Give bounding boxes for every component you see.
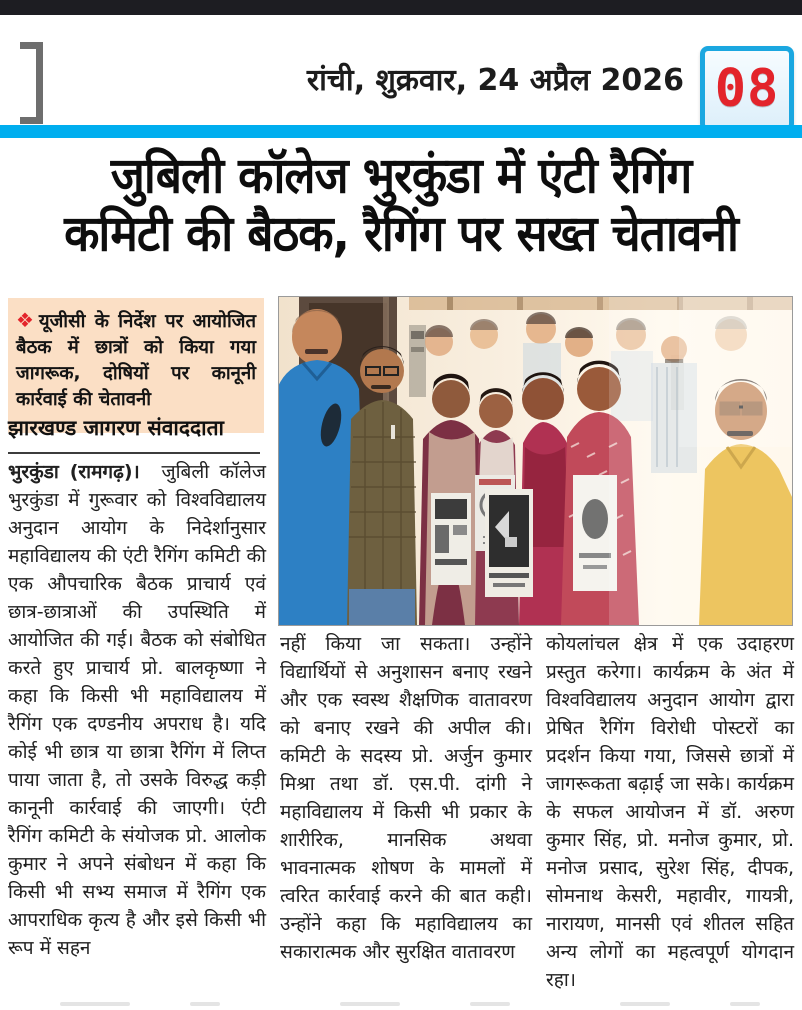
cyan-divider-bar [0, 125, 802, 138]
top-black-bar [0, 0, 802, 15]
headline-line-2: कमिटी की बैठक, रैगिंग पर सख्त चेतावनी [64, 203, 738, 263]
article-column-1-text: जुबिली कॉलेज भुरकुंडा में गुरूवार को विश्वविद्यालय अनुदान आयोग के निदेर्शानुसार महाविद्यालय की एंटी रैगिंग कमिटी की एक औपचारिक बैठक प्राचार्य एवं छात्र-छात्राओं की उपस्थिति में आयोजित की गई। बैठक को संबोधित करते हुए प्राचार्य प्रो. बालकृष्णा ने कहा कि किसी भी महाविद्यालय में रैगिंग एक दण्डनीय अपराध है। यदि कोई भी छात्र या छात्रा रैगिंग में लिप्त पाया जाता है, तो उसके विरुद्ध कड़ी कानूनी कार्रवाई की जाएगी। एंटी रैगिंग कमिटी के संयोजक प्रो. आलोक कुमार ने अपने संबोधन में कहा कि किसी भी सभ्य समाज में रैगिंग एक आपराधिक कृत्य है और इसे किसी भी रूप में सहन [8, 461, 266, 959]
article-column-3: कोयलांचल क्षेत्र में एक उदाहरण प्रस्तुत करेगा। कार्यक्रम के अंत में विश्वविद्यालय अनुदान आयोग द्वारा प्रेषित रैगिंग विरोधी पोस्टरों का प्रदर्शन किया गया, जिससे छात्रों में जागरूकता बढ़ाई जा सके। कार्यक्रम के सफल आयोजन में डॉ. अरुण कुमार सिंह, प्रो. मनोज कुमार, प्रो. मनोज प्रसाद, सुरेश सिंह, दीपक, सोमनाथ केसरी, महावीर, गायत्री, नारायण, मानसी एवं शीतल सहित अन्य लोगों का महत्वपूर्ण योगदान रहा। [546, 633, 794, 991]
headline-line-1: जुबिली कॉलेज भुरकुंडा में एंटी रैगिंग [110, 145, 692, 205]
highlight-text: यूजीसी के निर्देश पर आयोजित बैठक में छात्रों को किया गया जागरूक, दोषियों पर कानूनी कार्रवाई की चेतावनी [16, 311, 257, 410]
diamond-bullet-icon: ❖ [16, 308, 37, 332]
article-photo [278, 296, 793, 626]
cutoff-next-row-marks [0, 1002, 802, 1010]
headline [0, 146, 802, 262]
highlight-summary-box [8, 298, 264, 433]
masthead-bracket-decoration [20, 42, 43, 124]
date-line: रांची, शुक्रवार, 24 अप्रैल 2026 [306, 63, 684, 98]
article-column-2: नहीं किया जा सकता। उन्होंने विद्यार्थियों से अनुशासन बनाए रखने और एक स्वस्थ शैक्षणिक वातावरण को बनाए रखने की अपील की। कमिटी के सदस्य प्रो. अर्जुन कुमार मिश्रा तथा डॉ. एस.पी. दांगी ने महाविद्यालय में किसी भी प्रकार के शारीरिक, मानसिक अथवा भावनात्मक शोषण के मामलों में त्वरित कार्रवाई करने की बात कही। उन्होंने कहा कि महाविद्यालय का सकारात्मक और सुरक्षित वातावरण [280, 633, 532, 963]
page-number: 08 [714, 59, 780, 119]
byline: झारखण्ड जागरण संवाददाता [8, 414, 260, 454]
group-photo-illustration [279, 297, 792, 625]
dateline-lead: भुरकुंडा (रामगढ़)। [8, 461, 162, 483]
page-number-box [700, 46, 794, 132]
article-column-1 [8, 458, 266, 994]
